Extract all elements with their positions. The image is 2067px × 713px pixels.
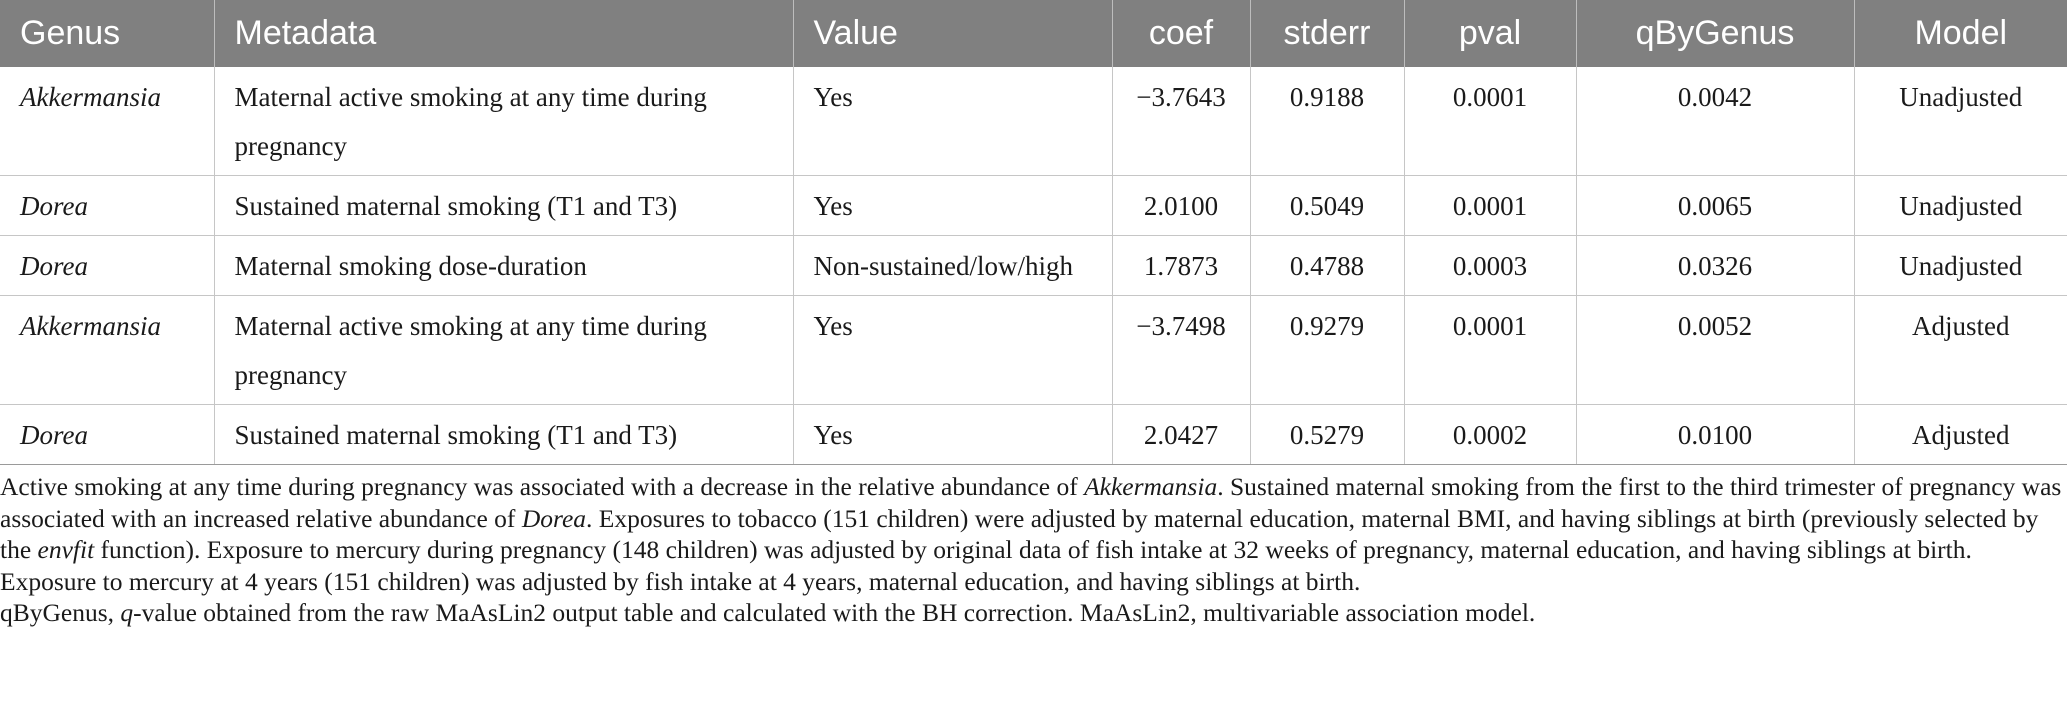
footnote-paragraph: [0, 471, 2067, 597]
cell-metadata: Maternal smoking dose-duration: [214, 236, 793, 296]
cell-qbygenus: 0.0042: [1576, 67, 1854, 176]
cell-coef: −3.7498: [1112, 296, 1250, 405]
cell-value: Yes: [793, 296, 1112, 405]
cell-pval: 0.0001: [1404, 296, 1576, 405]
cell-model: Unadjusted: [1854, 176, 2067, 236]
cell-coef: 1.7873: [1112, 236, 1250, 296]
cell-genus: Akkermansia: [0, 67, 214, 176]
footnote-text: Active smoking at any time during pregnancy was associated with a decrease in the relative abundance of: [0, 472, 1085, 501]
cell-metadata: Maternal active smoking at any time during pregnancy: [214, 296, 793, 405]
cell-value: Yes: [793, 405, 1112, 465]
cell-coef: 2.0100: [1112, 176, 1250, 236]
cell-stderr: 0.9279: [1250, 296, 1404, 405]
cell-stderr: 0.5049: [1250, 176, 1404, 236]
cell-stderr: 0.9188: [1250, 67, 1404, 176]
footnote-text: . Exposures to tobacco (151 children) were adjusted by maternal education, maternal BMI, and having siblings at birth (previously selected by the: [0, 503, 2039, 564]
header-coef: coef: [1112, 0, 1250, 67]
footnote-q-italic: q: [120, 598, 134, 627]
cell-value: Non-sustained/low/high: [793, 236, 1112, 296]
cell-pval: 0.0001: [1404, 176, 1576, 236]
header-stderr: stderr: [1250, 0, 1404, 67]
footnote-abbreviations: [0, 597, 2067, 629]
cell-genus: Dorea: [0, 176, 214, 236]
cell-metadata: Sustained maternal smoking (T1 and T3): [214, 405, 793, 465]
table-row: [0, 67, 2067, 176]
cell-model: Unadjusted: [1854, 67, 2067, 176]
footnote-genus-italic: Akkermansia: [1084, 472, 1218, 501]
footnote-text: qByGenus,: [0, 598, 121, 627]
header-metadata: Metadata: [214, 0, 793, 67]
cell-qbygenus: 0.0100: [1576, 405, 1854, 465]
footnote-genus-italic: Dorea: [521, 503, 587, 533]
table-row: [0, 236, 2067, 296]
cell-value: Yes: [793, 67, 1112, 176]
table-row: [0, 176, 2067, 236]
cell-model: Adjusted: [1854, 296, 2067, 405]
cell-qbygenus: 0.0065: [1576, 176, 1854, 236]
cell-genus: Dorea: [0, 405, 214, 465]
cell-model: Unadjusted: [1854, 236, 2067, 296]
cell-metadata: Maternal active smoking at any time during pregnancy: [214, 67, 793, 176]
cell-qbygenus: 0.0326: [1576, 236, 1854, 296]
cell-pval: 0.0001: [1404, 67, 1576, 176]
header-value: Value: [793, 0, 1112, 67]
footnote-text: -value obtained from the raw MaAsLin2 output table and calculated with the BH correction. MaAsLin2, multivariable association model.: [133, 598, 1536, 627]
table-header-row: [0, 0, 2067, 67]
cell-pval: 0.0003: [1404, 236, 1576, 296]
cell-coef: −3.7643: [1112, 67, 1250, 176]
header-pval: pval: [1404, 0, 1576, 67]
cell-pval: 0.0002: [1404, 405, 1576, 465]
cell-stderr: 0.5279: [1250, 405, 1404, 465]
footnote-text: function). Exposure to mercury during pregnancy (148 children) was adjusted by original data of fish intake at 32 weeks of pregnancy, maternal education, and having siblings at birth. Exposure to mercury at 4 years (151 children) was adjusted by fish intake at 4 years, maternal education, and having siblings at birth.: [0, 535, 1972, 596]
header-genus: Genus: [0, 0, 214, 67]
header-qbygenus: qByGenus: [1576, 0, 1854, 67]
cell-genus: Dorea: [0, 236, 214, 296]
cell-metadata: Sustained maternal smoking (T1 and T3): [214, 176, 793, 236]
cell-stderr: 0.4788: [1250, 236, 1404, 296]
table-footnote: [0, 471, 2067, 629]
footnote-function-italic: envfit: [37, 535, 95, 564]
cell-coef: 2.0427: [1112, 405, 1250, 465]
cell-model: Adjusted: [1854, 405, 2067, 465]
table-row: [0, 296, 2067, 405]
table-row: [0, 405, 2067, 465]
cell-value: Yes: [793, 176, 1112, 236]
header-model: Model: [1854, 0, 2067, 67]
cell-qbygenus: 0.0052: [1576, 296, 1854, 405]
cell-genus: Akkermansia: [0, 296, 214, 405]
footnote-text: . Sustained maternal smoking from the first to the third trimester of pregnancy was associated with an increased relative abundance of: [0, 472, 2062, 533]
